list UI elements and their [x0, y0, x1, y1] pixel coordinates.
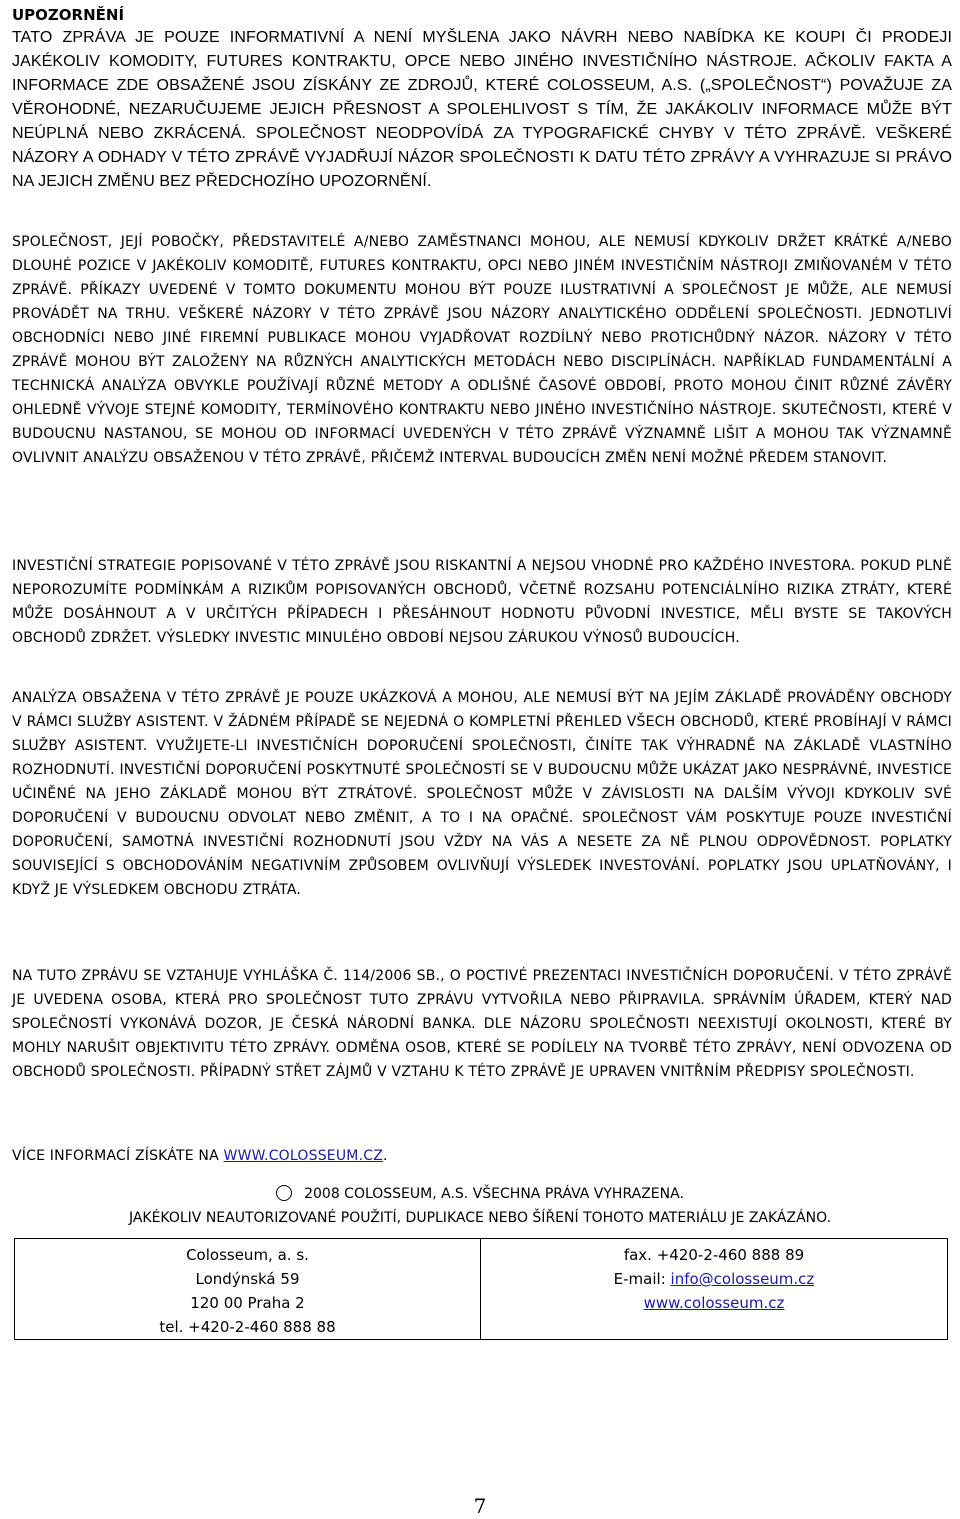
more-info-prefix: VÍCE INFORMACÍ ZÍSKÁTE NA	[12, 1148, 224, 1164]
website-link[interactable]: WWW.COLOSSEUM.CZ	[223, 1148, 383, 1164]
paragraph-positions: SPOLEČNOST, JEJÍ POBOČKY, PŘEDSTAVITELÉ A/NEBO ZAMĚSTNANCI MOHOU, ALE NEMUSÍ KDYKOLIV DRŽET KRÁTKÉ A/NEBO DLOUHÉ POZICE V JAKÉKOLIV KOMODITĚ, FUTURES KONTRAKTU, OPCI NEBO JINÉM INVESTIČNÍM NÁSTROJI ZMIŇOVANÉM V TÉTO ZPRÁVĚ. PŘÍKAZY UVEDENÉ V TOMTO DOKUMENTU MOHOU BÝT POUZE ILUSTRATIVNÍ A SPOLEČNOST JE MŮŽE, ALE NEMUSÍ PROVÁDĚT NA TRHU. VEŠKERÉ NÁZORY V TÉTO ZPRÁVĚ JSOU NÁZORY ANALYTICKÉHO ODDĚLENÍ SPOLEČNOSTI. JEDNOTLIVÍ OBCHODNÍCI NEBO JINÉ FIREMNÍ PUBLIKACE MOHOU VYJADŘOVAT ROZDÍLNÝ NEBO PROTICHŮDNÝ NÁZOR. NÁZORY V TÉTO ZPRÁVĚ MOHOU BÝT ZALOŽENY NA RŮZNÝCH ANALYTICKÝCH METODÁCH NEBO DISCIPLÍNÁCH. NAPŘÍKLAD FUNDAMENTÁLNÍ A TECHNICKÁ ANALÝZA OBVYKLE POUŽÍVAJÍ RŮZNÉ METODY A ODLIŠNÉ ČASOVÉ OBDOBÍ, PROTO MOHOU ČINIT RŮZNÉ ZÁVĚRY OHLEDNĚ VÝVOJE STEJNÉ KOMODITY, TERMÍNOVÉHO KONTRAKTU NEBO JINÉHO INVESTIČNÍHO NÁSTROJE. SKUTEČNOSTI, KTERÉ V BUDOUCNU NASTANOU, SE MOHOU OD INFORMACÍ UVEDENÝCH V TÉTO ZPRÁVĚ VÝZNAMNĚ LIŠIT A MOHOU TAK VÝZNAMNĚ OVLIVNIT ANALÝZU OBSAŽENOU V TÉTO ZPRÁVĚ, PŘIČEMŽ INTERVAL BUDOUCÍCH ZMĚN NENÍ MOŽNÉ PŘEDEM STANOVIT.	[12, 234, 952, 466]
contact-online-cell	[481, 1239, 948, 1340]
company-name: Colosseum, a. s.	[186, 1246, 309, 1264]
street-address: Londýnská 59	[195, 1270, 300, 1288]
city-address: 120 00 Praha 2	[190, 1294, 305, 1312]
prohibition-line: JAKÉKOLIV NEAUTORIZOVANÉ POUŽITÍ, DUPLIKACE NEBO ŠÍŘENÍ TOHOTO MATERIÁLU JE ZAKÁZÁNO.	[128, 1210, 832, 1226]
copyright-line	[0, 1182, 960, 1206]
page-number: 7	[473, 1494, 487, 1518]
web-link[interactable]: www.colosseum.cz	[643, 1294, 785, 1312]
email-line	[481, 1267, 947, 1291]
phone-number: tel. +420-2-460 888 88	[159, 1318, 336, 1336]
paragraph-regulation: NA TUTO ZPRÁVU SE VZTAHUJE VYHLÁŠKA Č. 114/2006 SB., O POCTIVÉ PREZENTACI INVESTIČNÍCH DOPORUČENÍ. V TÉTO ZPRÁVĚ JE UVEDENA OSOBA, KTERÁ PRO SPOLEČNOST TUTO ZPRÁVU VYTVOŘILA NEBO PŘIPRAVILA. SPRÁVNÍM ÚŘADEM, KTERÝ NAD SPOLEČNOSTÍ VYKONÁVÁ DOZOR, JE ČESKÁ NÁRODNÍ BANKA. DLE NÁZORU SPOLEČNOSTI NEEXISTUJÍ OKOLNOSTI, KTERÉ BY MOHLY NARUŠIT OBJEKTIVITU TÉTO ZPRÁVY. ODMĚNA OSOB, KTERÉ SE PODÍLELY NA TVORBĚ TÉTO ZPRÁVY, NENÍ ODVOZENA OD OBCHODŮ SPOLEČNOSTI. PŘÍPADNÝ STŘET ZÁJMŮ V VZTAHU K TÉTO ZPRÁVĚ JE UPRAVEN VNITŘNÍM PŘEDPISY SPOLEČNOSTI.	[12, 968, 952, 1080]
paragraph-strategy-risk: INVESTIČNÍ STRATEGIE POPISOVANÉ V TÉTO ZPRÁVĚ JSOU RISKANTNÍ A NEJSOU VHODNÉ PRO KAŽDÉHO INVESTORA. POKUD PLNĚ NEPOROZUMÍTE PODMÍNKÁM A RIZIKŮM POPISOVANÝCH OBCHODŮ, VČETNĚ ROZSAHU POTENCIÁLNÍHO RIZIKA ZTRÁTY, KTERÉ MŮŽE DOSÁHNOUT A V URČITÝCH PŘÍPADECH I PŘESÁHNOUT HODNOTU PŮVODNÍ INVESTICE, MĚLI BYSTE SE TAKOVÝCH OBCHODŮ ZDRŽET. VÝSLEDKY INVESTIC MINULÉHO OBDOBÍ NEJSOU ZÁRUKOU VÝNOSŮ BUDOUCÍCH.	[12, 558, 952, 646]
email-link[interactable]: info@colosseum.cz	[670, 1270, 815, 1288]
paragraph-disclaimer: TATO ZPRÁVA JE POUZE INFORMATIVNÍ A NENÍ MYŠLENA JAKO NÁVRH NEBO NABÍDKA KE KOUPI ČI PRODEJI JAKÉKOLIV KOMODITY, FUTURES KONTRAKTU, OPCE NEBO JINÉHO INVESTIČNÍHO NÁSTROJE. AČKOLIV FAKTA A INFORMACE ZDE OBSAŽENÉ JSOU ZÍSKÁNY ZE ZDROJŮ, KTERÉ COLOSSEUM, A.S. („SPOLEČNOST“) POVAŽUJE ZA VĚROHODNÉ, NEZARUČUJEME JEJICH PŘESNOST A SPOLEHLIVOST S TÍM, ŽE JAKÁKOLIV INFORMACE MŮŽE BÝT NEÚPLNÁ NEBO ZKRÁCENÁ. SPOLEČNOST NEODPOVÍDÁ ZA TYPOGRAFICKÉ CHYBY V TÉTO ZPRÁVĚ. VEŠKERÉ NÁZORY A ODHADY V TÉTO ZPRÁVĚ VYJADŘUJÍ NÁZOR SPOLEČNOSTI K DATU TÉTO ZPRÁVY A VYHRAZUJE SI PRÁVO NA JEJICH ZMĚNU BEZ PŘEDCHOZÍHO UPOZORNĚNÍ.	[12, 29, 952, 190]
web-line	[481, 1291, 947, 1315]
more-info-line	[12, 1144, 952, 1168]
copyright-icon	[276, 1185, 292, 1201]
contact-address-cell	[15, 1239, 481, 1340]
email-label: E-mail:	[613, 1270, 671, 1288]
disclaimer-heading: UPOZORNĚNÍ	[12, 6, 125, 24]
fax-number: fax. +420-2-460 888 89	[623, 1246, 805, 1264]
paragraph-analysis: ANALÝZA OBSAŽENA V TÉTO ZPRÁVĚ JE POUZE UKÁZKOVÁ A MOHOU, ALE NEMUSÍ BÝT NA JEJÍM ZÁKLADĚ PROVÁDĚNY OBCHODY V RÁMCI SLUŽBY ASISTENT. V ŽÁDNÉM PŘÍPADĚ SE NEJEDNÁ O KOMPLETNÍ PŘEHLED VŠECH OBCHODŮ, KTERÉ PROBÍHAJÍ V RÁMCI SLUŽBY ASISTENT. VYUŽIJETE-LI INVESTIČNÍCH DOPORUČENÍ SPOLEČNOSTI, ČINÍTE TAK VÝHRADNĚ NA ZÁKLADĚ VLASTNÍHO ROZHODNUTÍ. INVESTIČNÍ DOPORUČENÍ POSKYTNUTÉ SPOLEČNOSTÍ SE V BUDOUCNU MŮŽE UKÁZAT JAKO NESPRÁVNÉ, INVESTICE UČINĚNÉ NA JEHO ZÁKLADĚ MOHOU BÝT ZTRÁTOVÉ. SPOLEČNOST MŮŽE V ZÁVISLOSTI NA DALŠÍM VÝVOJI KDYKOLIV SVÉ DOPORUČENÍ V BUDOUCNU ODVOLAT NEBO ZMĚNIT, A TO I NA OPAČNÉ. SPOLEČNOST VÁM POSKYTUJE POUZE INVESTIČNÍ DOPORUČENÍ, SAMOTNÁ INVESTIČNÍ ROZHODNUTÍ JSOU VŽDY NA VÁS A NESETE ZA NĚ PLNOU ODPOVĚDNOST. POPLATKY SOUVISEJÍCÍ S OBCHODOVÁNÍM NEGATIVNÍM ZPŮSOBEM OVLIVŇUJÍ VÝSLEDEK INVESTOVÁNÍ. POPLATKY JSOU UPLATŇOVÁNY, I KDYŽ JE VÝSLEDKEM OBCHODU ZTRÁTA.	[12, 690, 952, 898]
contact-table	[14, 1238, 948, 1340]
more-info-suffix: .	[382, 1148, 388, 1164]
copyright-text: 2008 COLOSSEUM, A.S. VŠECHNA PRÁVA VYHRAZENA.	[304, 1186, 684, 1202]
